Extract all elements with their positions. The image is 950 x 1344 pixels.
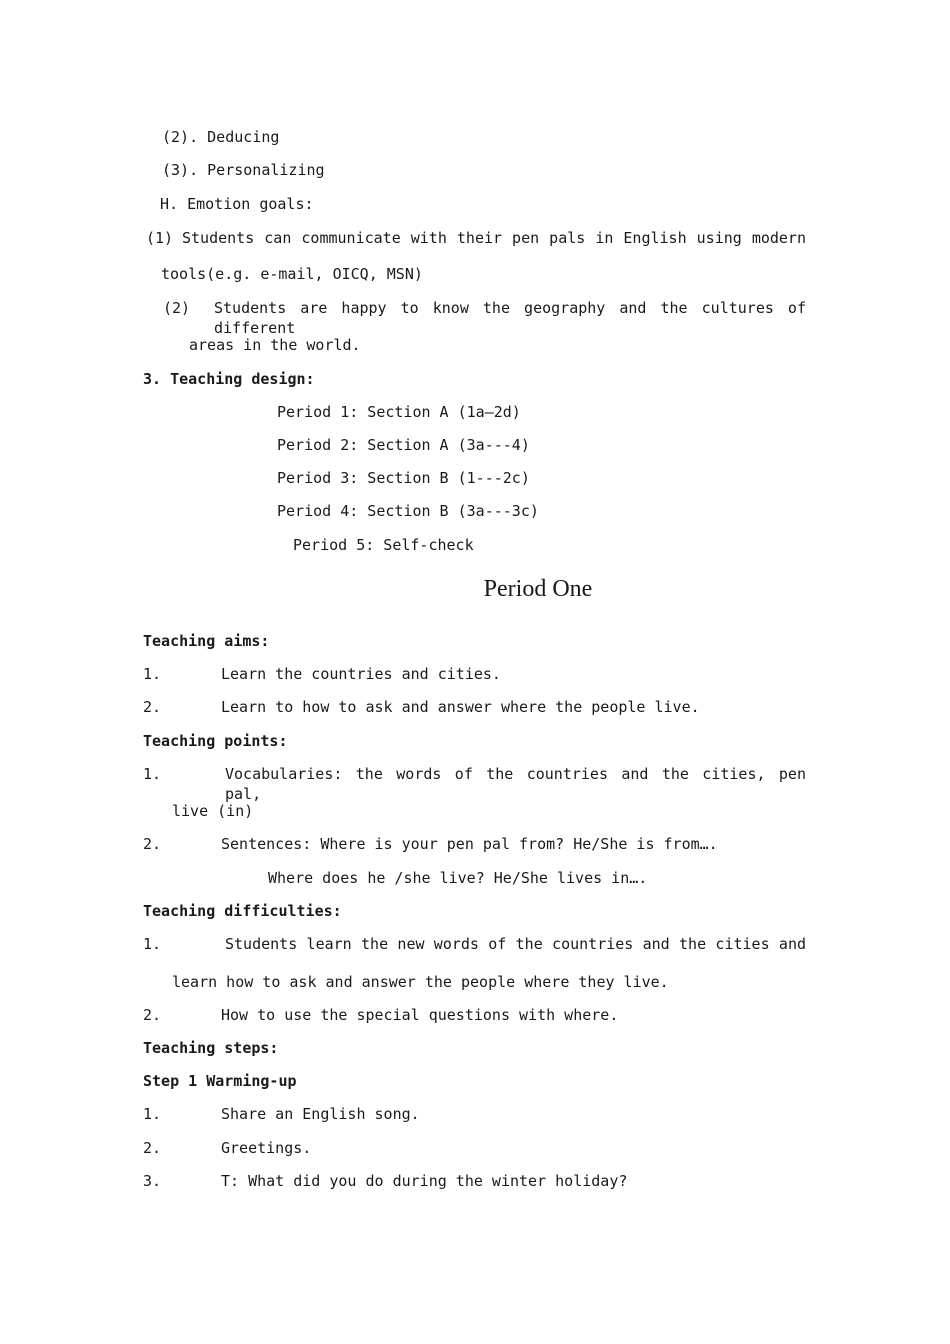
teaching-difficulties-heading: Teaching difficulties:	[143, 902, 342, 920]
goal-2-text: Students are happy to know the geography and the cultures of different	[214, 299, 806, 337]
difficulty-2-number: 2.	[143, 1006, 162, 1024]
difficulty-1-text-continued: learn how to ask and answer the people where they live.	[172, 973, 669, 991]
point-1-text: Vocabularies: the words of the countries and the cities, pen pal,	[225, 765, 806, 803]
goal-1-text-continued: tools(e.g. e-mail, OICQ, MSN)	[161, 265, 423, 283]
period-1-line: Period 1: Section A (1a—2d)	[277, 403, 521, 421]
period-2-line: Period 2: Section A (3a---4)	[277, 436, 530, 454]
point-1-text-continued: live (in)	[172, 802, 254, 820]
aim-1-number: 1.	[143, 665, 162, 683]
period-5-line: Period 5: Self-check	[293, 536, 474, 554]
period-3-line: Period 3: Section B (1---2c)	[277, 469, 530, 487]
teaching-steps-heading: Teaching steps:	[143, 1039, 279, 1057]
goal-2-number: (2)	[163, 299, 191, 317]
objective-personalizing: (3). Personalizing	[162, 161, 325, 179]
difficulty-1-text: Students learn the new words of the countries and the cities and	[225, 935, 806, 953]
period-4-line: Period 4: Section B (3a---3c)	[277, 502, 539, 520]
teaching-points-heading: Teaching points:	[143, 732, 288, 750]
goal-1-text: Students can communicate with their pen pals in English using modern	[182, 229, 806, 247]
step-item-1-number: 1.	[143, 1105, 162, 1123]
step-item-2-number: 2.	[143, 1139, 162, 1157]
objective-deducing: (2). Deducing	[162, 128, 280, 146]
aim-2-text: Learn to how to ask and answer where the people live.	[221, 698, 700, 716]
difficulty-2-text: How to use the special questions with where.	[221, 1006, 619, 1024]
step-item-2-text: Greetings.	[221, 1139, 312, 1157]
aim-1-text: Learn the countries and cities.	[221, 665, 501, 683]
goal-1-number: (1)	[146, 229, 174, 247]
teaching-design-heading: 3. Teaching design:	[143, 370, 315, 388]
point-1-number: 1.	[143, 765, 162, 783]
point-2-text-continued: Where does he /she live? He/She lives in….	[268, 869, 648, 887]
period-one-title: Period One	[483, 576, 593, 602]
teaching-aims-heading: Teaching aims:	[143, 632, 270, 650]
goal-2-text-continued: areas in the world.	[189, 336, 361, 354]
step-item-3-text: T: What did you do during the winter holiday?	[221, 1172, 628, 1190]
step-1-heading: Step 1 Warming-up	[143, 1072, 297, 1090]
step-item-3-number: 3.	[143, 1172, 162, 1190]
step-item-1-text: Share an English song.	[221, 1105, 420, 1123]
point-2-number: 2.	[143, 835, 162, 853]
point-2-text: Sentences: Where is your pen pal from? He/She is from….	[221, 835, 718, 853]
aim-2-number: 2.	[143, 698, 162, 716]
difficulty-1-number: 1.	[143, 935, 162, 953]
emotion-goals-heading: H. Emotion goals:	[160, 195, 314, 213]
